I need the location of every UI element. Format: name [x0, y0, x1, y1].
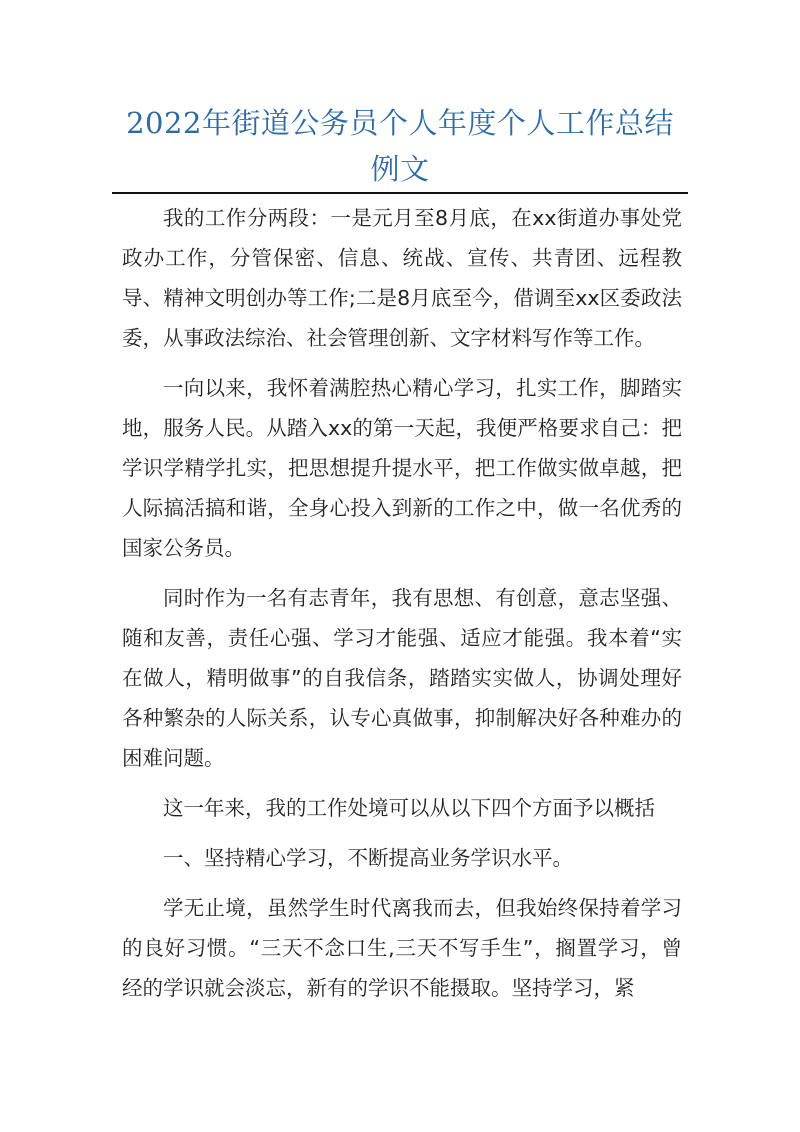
section-heading-1: 一、坚持精心学习，不断提高业务学识水平。 [163, 846, 573, 870]
paragraph-2: 一向以来，我怀着满腔热心精心学习，扎实工作，脚踏实地，服务人民。从踏入xx的第一天起，我便严格要求自己：把学识学精学扎实，把思想提升提水平，把工作做实做卓越，把人际搞活搞和谐，全身心投入到新的工作之中，做一名优秀的国家公务员。 [122, 376, 682, 560]
document-title-line-1: 2022年街道公务员个人年度个人工作总结 [126, 106, 674, 140]
title-divider [112, 192, 688, 194]
paragraph-1: 我的工作分两段：一是元月至8月底，在xx街道办事处党政办工作，分管保密、信息、统战、宣传、共青团、远程教导、精神文明创办等工作;二是8月底至今，借调至xx区委政法委，从事政法综治、社会管理创新、文字材料写作等工作。 [122, 206, 682, 350]
document-title [112, 100, 688, 192]
document-body [122, 198, 682, 1018]
paragraph-3: 同时作为一名有志青年，我有思想、有创意，意志坚强、随和友善，责任心强、学习才能强、适应才能强。我本着“实在做人，精明做事”的自我信条，踏踏实实做人，协调处理好各种繁杂的人际关系，认专心真做事，抑制解决好各种难办的困难问题。 [122, 586, 682, 770]
paragraph-5: 学无止境，虽然学生时代离我而去，但我始终保持着学习的良好习惯。“三天不念口生,三天不写手生”，搁置学习，曾经的学识就会淡忘，新有的学识不能摄取。坚持学习，紧 [122, 896, 682, 1000]
document-title-line-2: 例文 [370, 152, 430, 186]
paragraph-4: 这一年来，我的工作处境可以从以下四个方面予以概括 [163, 796, 655, 820]
